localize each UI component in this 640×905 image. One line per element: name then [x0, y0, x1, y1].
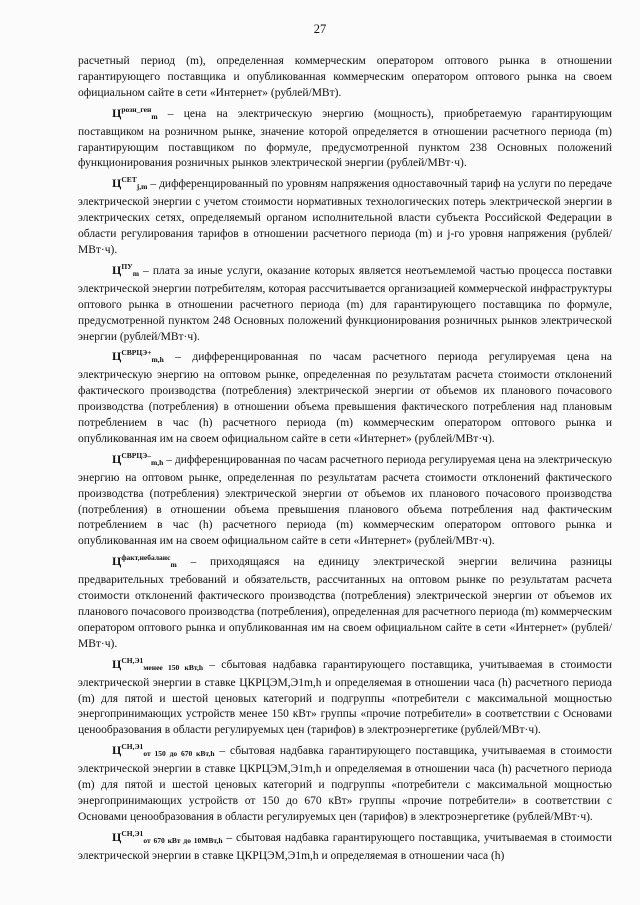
symbol-subscript: от 150 до 670 кВт,h: [143, 749, 215, 759]
paragraph-text: – плата за иные услуги, оказание которых является неотъемлемой частью процесса поставки электрической энергии потребителям, которая рассчитывается организацией коммерческой инфраструктуры оптового рынка в отношении расчетного периода (m) для гарантирующего поставщика по формуле, предусмотренной пунктом 248 Основных положений функционирования розничных рынков электрической энергии (рублей/МВт·ч).: [78, 264, 612, 343]
paragraph-p7: [78, 653, 612, 740]
paragraph-p4: [78, 345, 612, 447]
symbol-subscript: m,h: [151, 457, 164, 467]
paragraph-text: – дифференцированная по часам расчетного периода регулируемая цена на электрическую энергию на оптовом рынке, определенная по результатам расчета стоимости отклонений фактического производства (потребления) электрической энергии от объемов их планового почасового производства (потребления) в отношении объема превышения планового объема потребления над фактическим потреблением в час (h) расчетного периода (m) коммерческим оператором оптового рынка и опубликованная им на своем официальном сайте в сети «Интернет» (рублей/МВт·ч).: [78, 453, 612, 548]
symbol-p5: $Ц^{СВРЦЭ-}_{m,h}$: [112, 450, 164, 467]
paragraph-text: – дифференцированный по уровням напряжения одноставочный тариф на услуги по передаче электрической энергии с учетом стоимости нормативных технологических потерь электрической энергии в электрических сетях, определяемый органом исполнительной власти субъекта Российской Федерации в области регулирования тарифов в отношении расчетного периода (m) и j-го уровня напряжения (рублей/МВт·ч).: [78, 178, 612, 256]
symbol-p3: $Ц^{ПУ}_m$: [112, 261, 139, 278]
paragraph-p1: [78, 102, 612, 173]
symbol-subscript: от 670 кВт до 10МВт,h: [143, 835, 223, 845]
page-number: 27: [313, 22, 327, 36]
paragraph-text: – сбытовая надбавка гарантирующего поставщика, учитываемая в стоимости электрической энергии в ставке ЦКРЦЭМ,Э1m,h и определяемая в отношении часа (h) расчетного периода (m) для пятой и шестой ценовых категорий и подгруппы «потребители с максимальной мощностью энергопринимающих устройств от 150 до 670 кВт» группы «прочие потребители» в соответствии с Основами ценообразования в области регулируемых цен (тарифов) в электроэнергетике (рублей/МВт·ч).: [78, 745, 613, 823]
symbol-superscript: СН,Э1: [121, 742, 144, 752]
paragraph-p9: [78, 826, 612, 865]
symbol-subscript: m: [132, 268, 139, 278]
symbol-p1: $Ц^{розн\_ген}_m$: [112, 104, 158, 121]
paragraph-text: – дифференцированная по часам расчетного периода регулируемая цена на электрическую энергию на оптовом рынке, определенная по результатам расчета стоимости отклонений фактического производства (потребления) электрической энергии от объемов их планового почасового производства (потребления) в отношении объема превышения фактического потребления над плановым потреблением в час (h) расчетного периода (m) коммерческим оператором оптового рынка и опубликованная им на своем официальном сайте в сети «Интернет» (рублей/МВт·ч).: [78, 351, 612, 445]
symbol-superscript: СЕТ: [121, 175, 137, 185]
paragraph-text: – сбытовая надбавка гарантирующего поставщика, учитываемая в стоимости электрической энергии в ставке ЦКРЦЭМ,Э1m,h и определяемая в отношении часа (h): [78, 831, 612, 862]
paragraph-text: – приходящаяся на единицу электрической энергии величина разницы предварительных требований и обязательств, рассчитанных на оптовом рынке по результатам расчета стоимости отклонений фактического производства (потребления) электрической энергии от объемов их планового почасового производства (потребления), определенная для расчетного периода (m) коммерческим оператором оптового рынка и опубликованная им на своем официальном сайте в сети «Интернет» (рублей/МВт·ч).: [78, 556, 612, 650]
paragraph-p3: [78, 259, 612, 346]
symbol-superscript: СВРЦЭ–: [121, 450, 152, 460]
symbol-subscript: менее 150 кВт,h: [143, 662, 204, 672]
paragraph-p5: [78, 448, 612, 550]
paragraph-text: – сбытовая надбавка гарантирующего поставщика, учитываемая в стоимости электрической энергии в ставке ЦКРЦЭМ,Э1m,h и определяемая в отношении часа (h) расчетного периода (m) для пятой и шестой ценовых категорий и подгруппы «потребители с максимальной мощностью энергопринимающих устройств менее 150 кВт» группы «прочие потребители» в соответствии с Основами ценообразования в области регулируемых цен (тарифов) в электроэнергетике (рублей/МВт·ч).: [78, 658, 612, 737]
symbol-p7: $Ц^{СН,Э1}_{менее 150 кВт,h}$: [112, 655, 204, 672]
symbol-subscript: j,m: [136, 182, 148, 192]
symbol-p2: $Ц^{СЕТ}_{j,m}$: [112, 175, 148, 192]
symbol-p9: $Ц^{СН,Э1}_{от 670 кВт до 10МВт,h}$: [112, 828, 223, 845]
symbol-superscript: СН,Э1: [121, 655, 144, 665]
symbol-superscript: розн_ген: [121, 104, 152, 114]
symbol-superscript: СН,Э1: [121, 828, 144, 838]
paragraph-p2: [78, 172, 612, 259]
paragraph-text: расчетный период (m), определенная коммерческим оператором оптового рынка в отношении гарантирующего поставщика и опубликованная коммерческим оператором оптового рынка на своем официальном сайте в сети «Интернет» (рублей/МВт).: [78, 55, 612, 99]
document-body: [78, 54, 612, 865]
paragraph-p6: [78, 550, 612, 652]
symbol-superscript: СВРЦЭ+: [121, 348, 152, 358]
symbol-subscript: m: [151, 111, 158, 121]
symbol-p6: $Ц^{факт,небаланс}_m$: [112, 553, 177, 570]
symbol-superscript: факт,небаланс: [121, 553, 171, 563]
paragraph-text: – цена на электрическую энергию (мощность), приобретаемую гарантирующим поставщиком на розничном рынке, значение которой определяется в отношении расчетного периода (m) гарантирующим поставщиком по формуле, предусмотренной пунктом 238 Основных положений функционирования розничных рынков электрической энергии (рублей/МВт·ч).: [78, 107, 612, 170]
symbol-p8: $Ц^{СН,Э1}_{от 150 до 670 кВт,h}$: [112, 742, 215, 759]
paragraph-p0: [78, 54, 612, 102]
symbol-subscript: m,h: [151, 355, 164, 365]
symbol-superscript: ПУ: [121, 261, 133, 271]
symbol-p4: $Ц^{СВРЦЭ+}_{m,h}$: [112, 348, 164, 365]
paragraph-p8: [78, 739, 612, 826]
symbol-subscript: m: [170, 560, 177, 570]
